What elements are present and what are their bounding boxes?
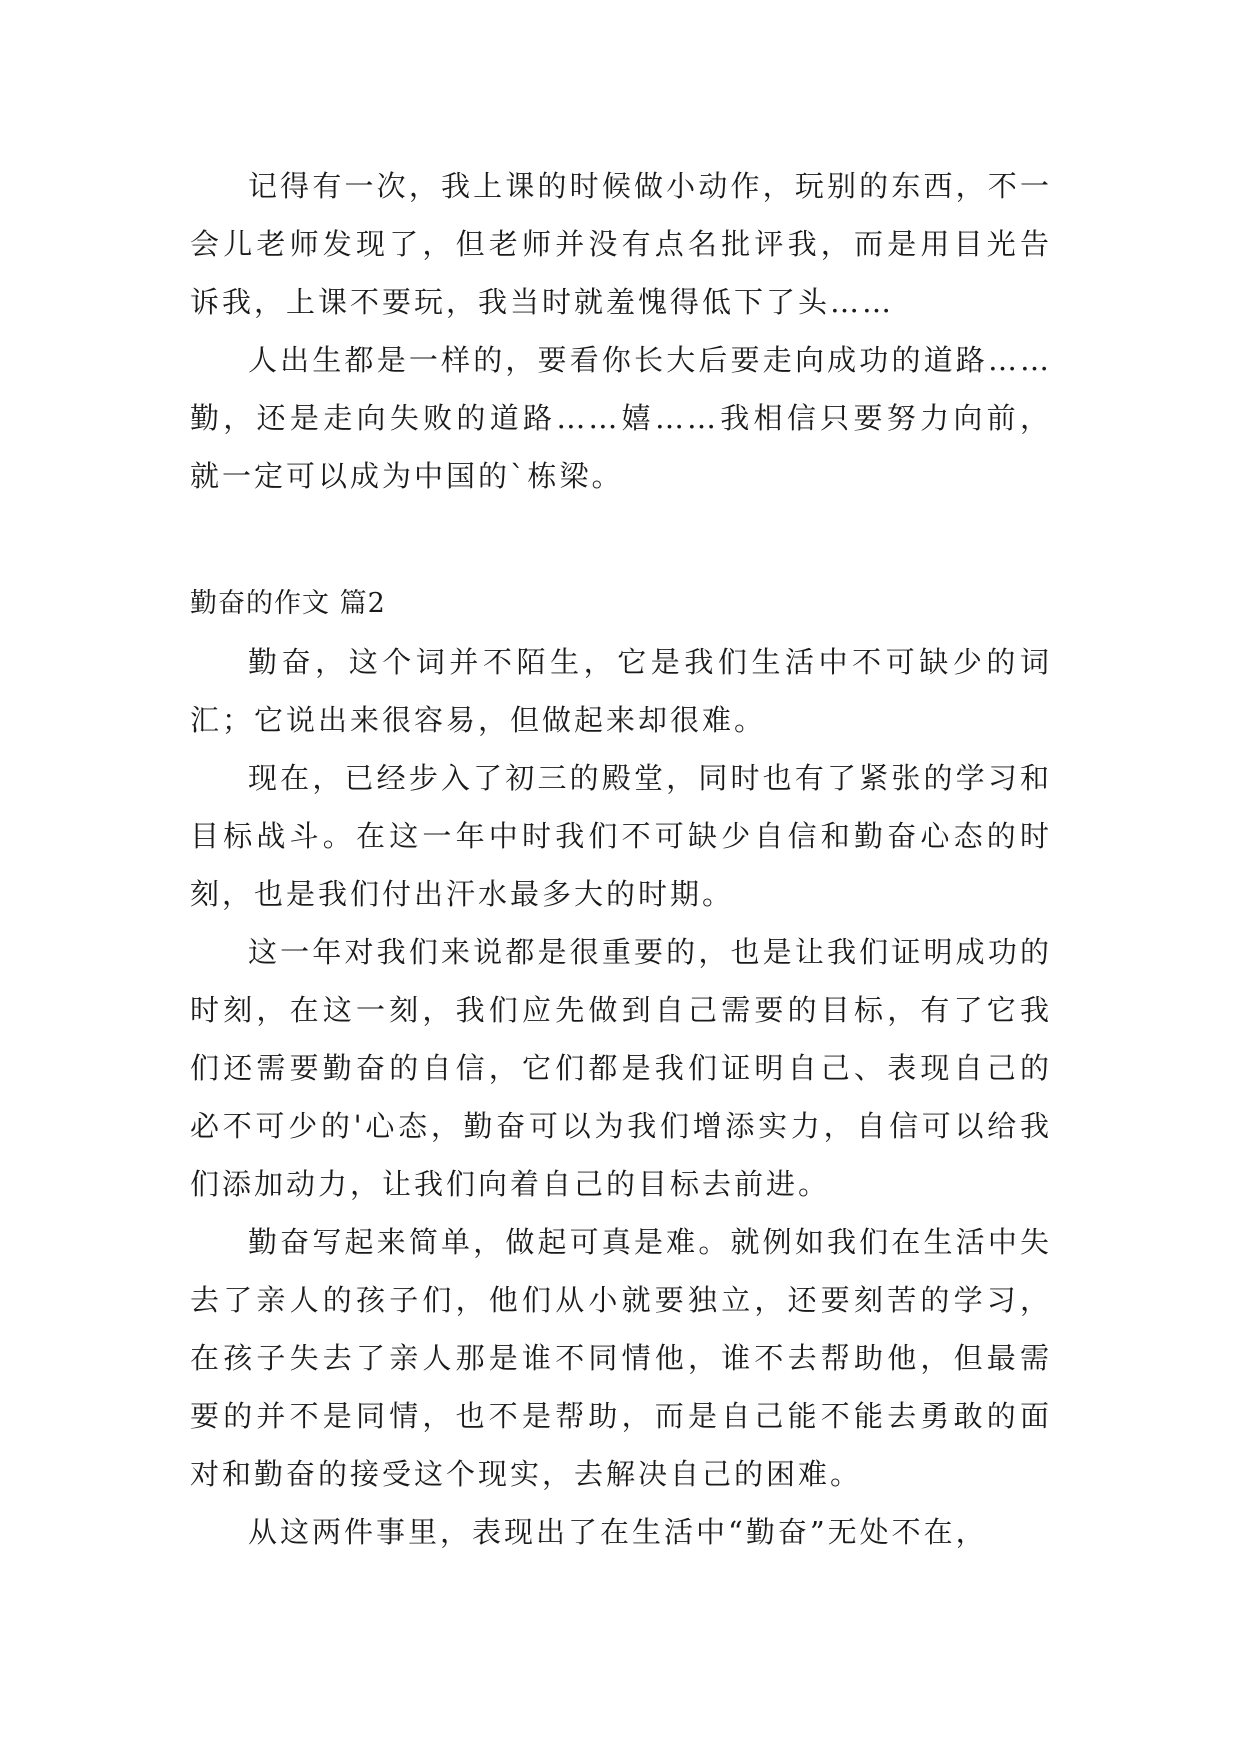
paragraph-birth: 人出生都是一样的，要看你长大后要走向成功的道路……勤，还是走向失败的道路……嬉……我相信只要努力向前，就一定可以成为中国的`栋梁。 — [190, 343, 1052, 493]
document-body — [190, 157, 1052, 1561]
section-heading: 勤奋的作文 篇2 — [190, 588, 386, 619]
paragraph-grade-nine: 现在，已经步入了初三的殿堂，同时也有了紧张的学习和目标战斗。在这一年中时我们不可缺少自信和勤奋心态的时刻，也是我们付出汗水最多大的时期。 — [190, 761, 1052, 911]
paragraph-hard-to-do: 勤奋写起来简单，做起可真是难。就例如我们在生活中失去了亲人的孩子们，他们从小就要独立，还要刻苦的学习，在孩子失去了亲人那是谁不同情他，谁不去帮助他，但最需要的并不是同情，也不是帮助，而是自己能不能去勇敢的面对和勤奋的接受这个现实，去解决自己的困难。 — [190, 1225, 1052, 1491]
paragraph-important-year: 这一年对我们来说都是很重要的，也是让我们证明成功的时刻，在这一刻，我们应先做到自己需要的目标，有了它我们还需要勤奋的自信，它们都是我们证明自己、表现自己的必不可少的'心态，勤奋可以为我们增添实力，自信可以给我们添加动力，让我们向着自己的目标去前进。 — [190, 935, 1052, 1201]
paragraph-diligence-intro: 勤奋，这个词并不陌生，它是我们生活中不可缺少的词汇；它说出来很容易，但做起来却很难。 — [190, 645, 1052, 737]
paragraph-memory: 记得有一次，我上课的时候做小动作，玩别的东西，不一会儿老师发现了，但老师并没有点名批评我，而是用目光告诉我，上课不要玩，我当时就羞愧得低下了头…… — [190, 169, 1052, 319]
paragraph-conclusion: 从这两件事里，表现出了在生活中“勤奋”无处不在， — [248, 1515, 988, 1549]
